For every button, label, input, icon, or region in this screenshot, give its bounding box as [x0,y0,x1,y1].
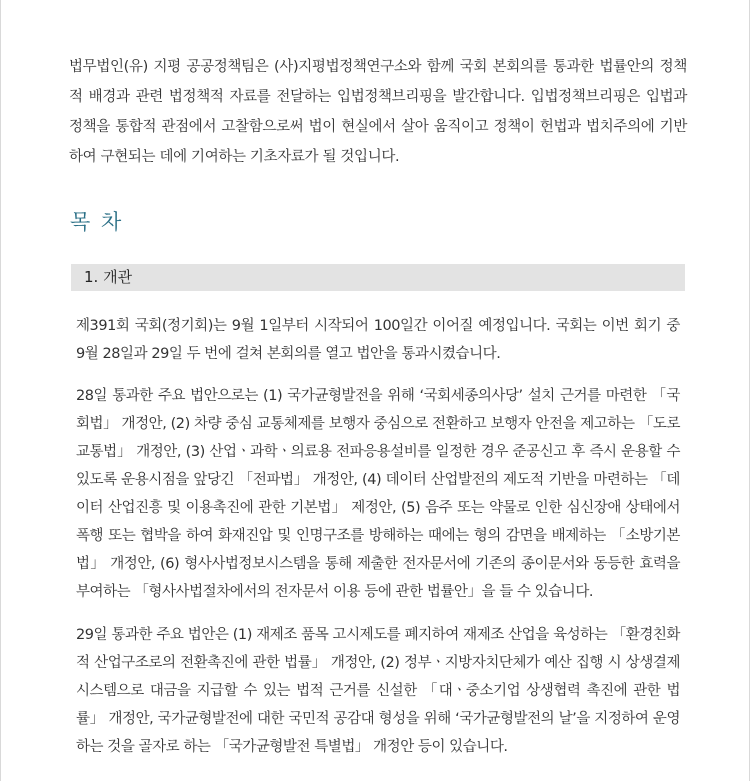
page-left-border [0,0,1,781]
toc-title: 목 차 [70,210,124,234]
body-paragraph-sep28-bills: 28일 통과한 주요 법안으로는 (1) 국가균형발전을 위해 ‘국회세종의사당’ 설치 근거를 마련한 「국회법」 개정안, (2) 차량 중심 교통체제를 보행자 중심으로 전환하고 보행자 안전을 제고하는 「도로교통법」 개정안, (3) 산업ㆍ과학ㆍ의료용 전파응용설비를 일정한 경우 준공신고 후 즉시 운용할 수 있도록 운용시점을 앞당긴 「전파법」 개정안, (4) 데이터 산업발전의 제도적 기반을 마련하는 「데이터 산업진흥 및 이용촉진에 관한 기본법」 제정안, (5) 음주 또는 약물로 인한 심신장애 상태에서 폭행 또는 협박을 하여 화재진압 및 인명구조를 방해하는 때에는 형의 감면을 배제하는 「소방기본법」 개정안, (6) 형사사법정보시스템을 통해 제출한 전자문서에 기존의 종이문서와 동등한 효력을 부여하는 「형사사법절차에서의 전자문서 이용 등에 관한 법률안」을 들 수 있습니다. [76,388,680,600]
body-paragraph-sep29-bills: 29일 통과한 주요 법안은 (1) 재제조 품목 고시제도를 폐지하여 재제조 산업을 육성하는 「환경친화적 산업구조로의 전환촉진에 관한 법률」 개정안, (2) 정부ㆍ지방자치단체가 예산 집행 시 상생결제 시스템으로 대금을 지급할 수 있는 법적 근거를 신설한 「대ㆍ중소기업 상생협력 촉진에 관한 법률」 개정안, 국가균형발전에 대한 국민적 공감대 형성을 위해 ‘국가균형발전의 날’을 지정하여 운영하는 것을 골자로 하는 「국가균형발전 특별법」 개정안 등이 있습니다. [76,627,680,755]
intro-paragraph: 법무법인(유) 지평 공공정책팀은 (사)지평법정책연구소와 함께 국회 본회의를 통과한 법률안의 정책적 배경과 관련 법정책적 자료를 전달하는 입법정책브리핑을 발간합니다. 입법정책브리핑은 입법과 정책을 통합적 관점에서 고찰함으로써 법이 현실에서 살아 움직이고 정책이 헌법과 법치주의에 기반하여 구현되는 데에 기여하는 기초자료가 될 것입니다. [69,59,687,165]
section-heading-bar [71,264,685,291]
body-paragraph-session: 제391회 국회(정기회)는 9월 1일부터 시작되어 100일간 이어질 예정입니다. 국회는 이번 회기 중 9월 28일과 29일 두 번에 걸쳐 본회의를 열고 법안을 통과시켰습니다. [76,318,680,362]
section-heading-overview: 1. 개관 [84,268,133,286]
